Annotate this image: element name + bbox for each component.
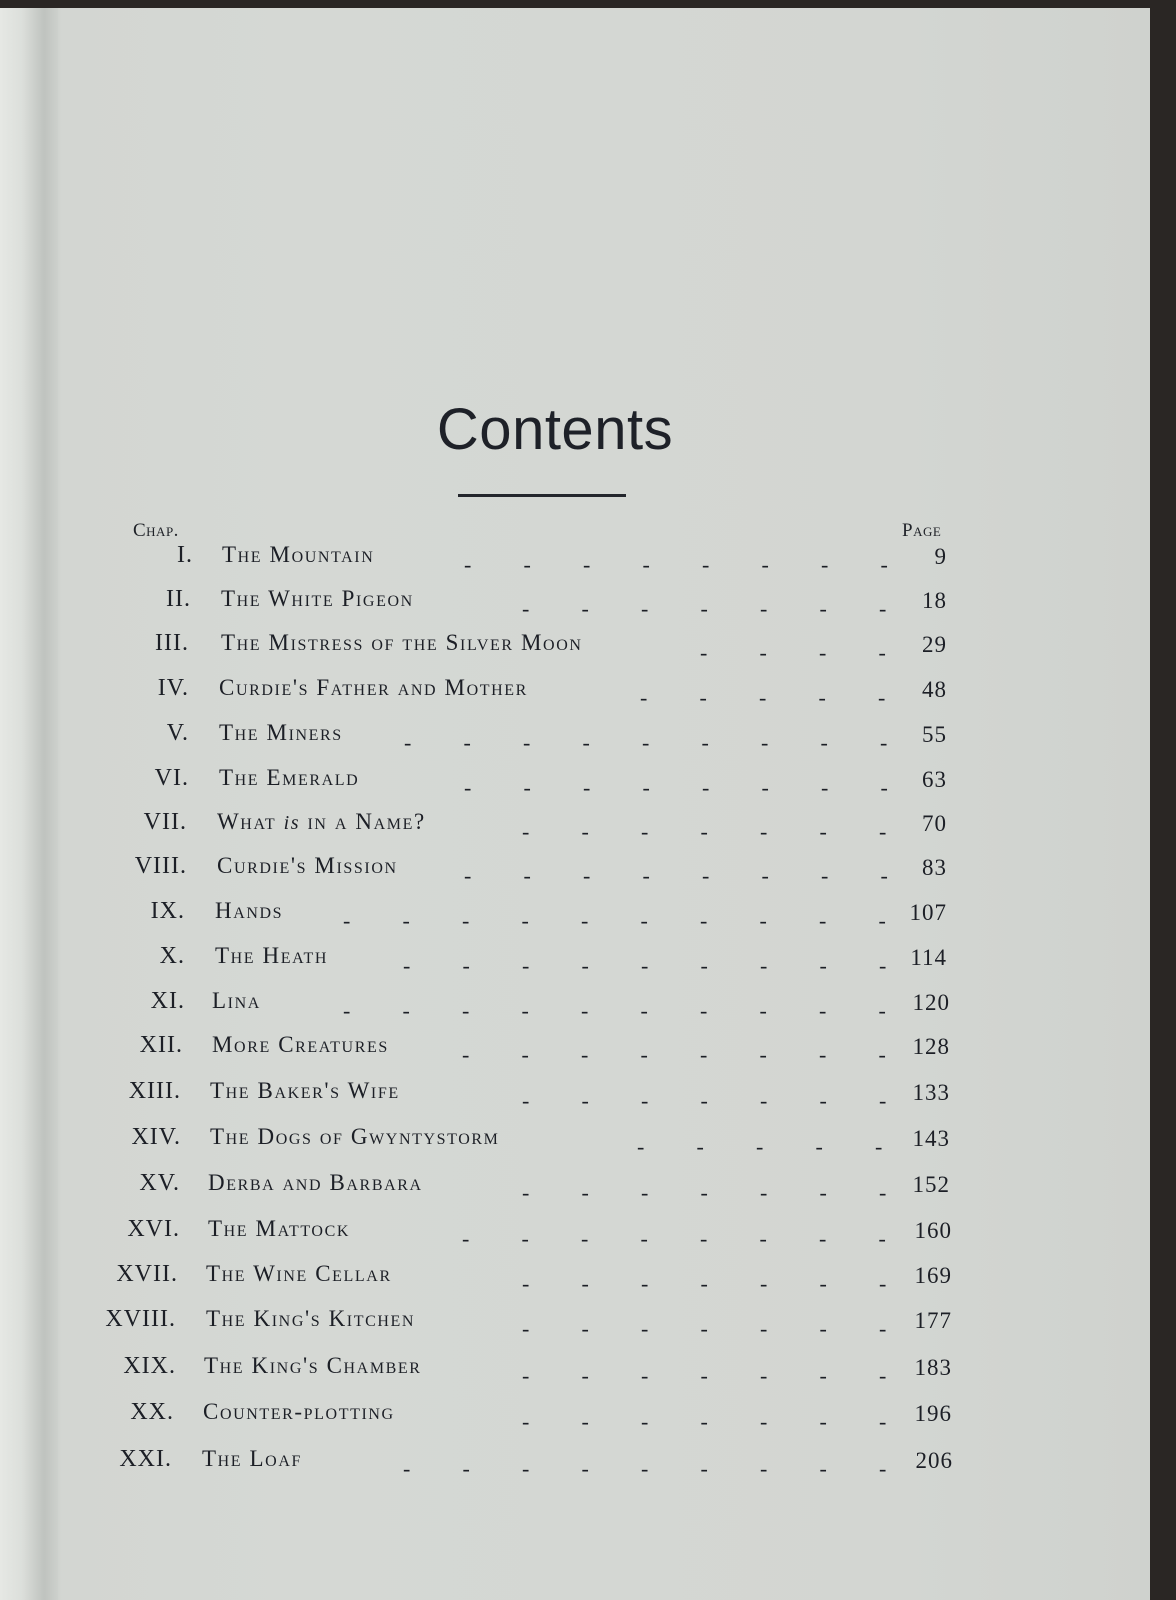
chapter-title: The Baker's Wife — [210, 1078, 400, 1103]
chapter-number: V. — [166, 720, 189, 746]
chapter-title: The Loaf — [202, 1446, 302, 1471]
chapter-number: XI. — [150, 988, 185, 1014]
page-number: 183 — [914, 1355, 952, 1380]
chapter-title: Curdie's Father and Mother — [219, 675, 528, 700]
toc-row — [0, 1078, 1100, 1114]
chapter-column-header: Chap. — [133, 520, 179, 541]
chapter-number: IV. — [157, 675, 189, 701]
chapter-title: Counter-plotting — [203, 1399, 395, 1424]
page-column-header: Page — [902, 520, 942, 541]
chapter-title: The Miners — [219, 720, 343, 745]
page-number: 143 — [912, 1126, 950, 1151]
chapter-title: The Dogs of Gwyntystorm — [210, 1124, 500, 1149]
dot-leader: - - - - - - - — [522, 1363, 887, 1388]
dot-leader: - - - - - - - — [522, 1180, 887, 1205]
page-number: 152 — [912, 1172, 950, 1197]
dot-leader: - - - - - — [640, 685, 886, 710]
chapter-title: Curdie's Mission — [217, 853, 398, 878]
toc-row — [0, 1261, 1100, 1297]
page-number: 114 — [910, 945, 947, 970]
toc-row — [0, 1170, 1100, 1206]
chapter-number: XV. — [139, 1170, 180, 1196]
page-number: 196 — [914, 1401, 952, 1426]
chapter-number: XII. — [139, 1032, 183, 1058]
dot-leader: - - - - - - - - - - — [343, 908, 886, 933]
toc-row — [0, 720, 1100, 756]
chapter-number: XXI. — [119, 1446, 172, 1472]
chapter-title: The Wine Cellar — [206, 1261, 392, 1286]
chapter-number: XVI. — [127, 1216, 180, 1242]
page-number: 169 — [914, 1263, 952, 1288]
page-number: 9 — [934, 544, 947, 569]
toc-row — [0, 675, 1100, 711]
chapter-number: XX. — [130, 1399, 174, 1425]
dot-leader: - - - - - - - - - — [404, 730, 888, 755]
page-number: 107 — [909, 900, 947, 925]
chapter-title: The Emerald — [219, 765, 360, 790]
page-number: 63 — [922, 767, 947, 792]
chapter-number: III. — [155, 630, 189, 656]
dot-leader: - - - - - - - — [522, 1316, 887, 1341]
toc-row — [0, 1306, 1100, 1342]
chapter-title: More Creatures — [212, 1032, 389, 1057]
dot-leader: - - - - - - - - — [464, 863, 888, 888]
toc-row — [0, 1216, 1100, 1252]
chapter-title: The King's Kitchen — [206, 1306, 416, 1331]
page-title: Contents — [436, 397, 674, 462]
chapter-number: XVII. — [116, 1261, 178, 1287]
dot-leader: - - - - - - - — [522, 596, 887, 621]
chapter-title: The Mattock — [208, 1216, 350, 1241]
chapter-number: XVIII. — [105, 1306, 176, 1332]
chapter-title: The Mountain — [222, 542, 375, 567]
toc-row — [0, 1399, 1100, 1435]
page-number: 177 — [914, 1308, 952, 1333]
dot-leader: - - - - - - - - - — [403, 953, 887, 978]
dot-leader: - - - - - - - - - - — [343, 998, 886, 1023]
toc-row — [0, 898, 1100, 934]
chapter-title: Lina — [212, 988, 261, 1013]
dot-leader: - - - - - - - - — [464, 552, 888, 577]
toc-row — [0, 542, 1100, 578]
chapter-number: XIV. — [131, 1124, 181, 1150]
dot-leader: - - - - - - - - — [464, 775, 888, 800]
dot-leader: - - - - - — [637, 1134, 883, 1159]
chapter-number: VII. — [143, 809, 187, 835]
chapter-number: XIII. — [128, 1078, 181, 1104]
chapter-number: X. — [159, 943, 185, 969]
page-number: 83 — [922, 855, 947, 880]
dot-leader: - - - - - - - - — [462, 1042, 886, 1067]
page-number: 128 — [912, 1034, 950, 1059]
toc-row — [0, 988, 1100, 1024]
chapter-number: VI. — [154, 765, 189, 791]
page-number: 206 — [915, 1448, 953, 1473]
chapter-title: Derba and Barbara — [208, 1170, 423, 1195]
toc-row — [0, 943, 1100, 979]
page-number: 29 — [922, 632, 947, 657]
page-number: 160 — [914, 1218, 952, 1243]
toc-row — [0, 1446, 1100, 1482]
page-number: 18 — [922, 588, 947, 613]
dot-leader: - - - - - - - - — [462, 1226, 886, 1251]
page-number: 48 — [922, 677, 947, 702]
toc-row — [0, 586, 1100, 622]
chapter-number: II. — [166, 586, 191, 612]
page-number: 55 — [922, 722, 947, 747]
dot-leader: - - - - - - - — [522, 1088, 887, 1113]
dot-leader: - - - - - - - - - — [403, 1456, 887, 1481]
book-page — [0, 8, 1150, 1600]
dot-leader: - - - - - - - — [522, 1271, 887, 1296]
title-rule — [458, 494, 626, 497]
page-number: 120 — [912, 990, 950, 1015]
toc-row — [0, 1353, 1100, 1389]
chapter-number: IX. — [150, 898, 185, 924]
chapter-number: XIX. — [123, 1353, 176, 1379]
chapter-title: The Heath — [215, 943, 329, 968]
chapter-title: What is in a Name? — [217, 809, 426, 834]
toc-row — [0, 853, 1100, 889]
page-number: 70 — [922, 811, 947, 836]
toc-row — [0, 765, 1100, 801]
chapter-title: The Mistress of the Silver Moon — [221, 630, 583, 655]
chapter-number: VIII. — [134, 853, 187, 879]
dot-leader: - - - - - - - — [522, 819, 887, 844]
toc-row — [0, 630, 1100, 666]
chapter-title: Hands — [215, 898, 284, 923]
page-number: 133 — [912, 1080, 950, 1105]
chapter-title: The King's Chamber — [204, 1353, 422, 1378]
dot-leader: - - - - - - - — [522, 1409, 887, 1434]
toc-row — [0, 1124, 1100, 1160]
chapter-title: The White Pigeon — [221, 586, 414, 611]
chapter-number: I. — [177, 542, 193, 568]
toc-row — [0, 809, 1100, 845]
dot-leader: - - - - — [700, 640, 886, 665]
toc-row — [0, 1032, 1100, 1068]
